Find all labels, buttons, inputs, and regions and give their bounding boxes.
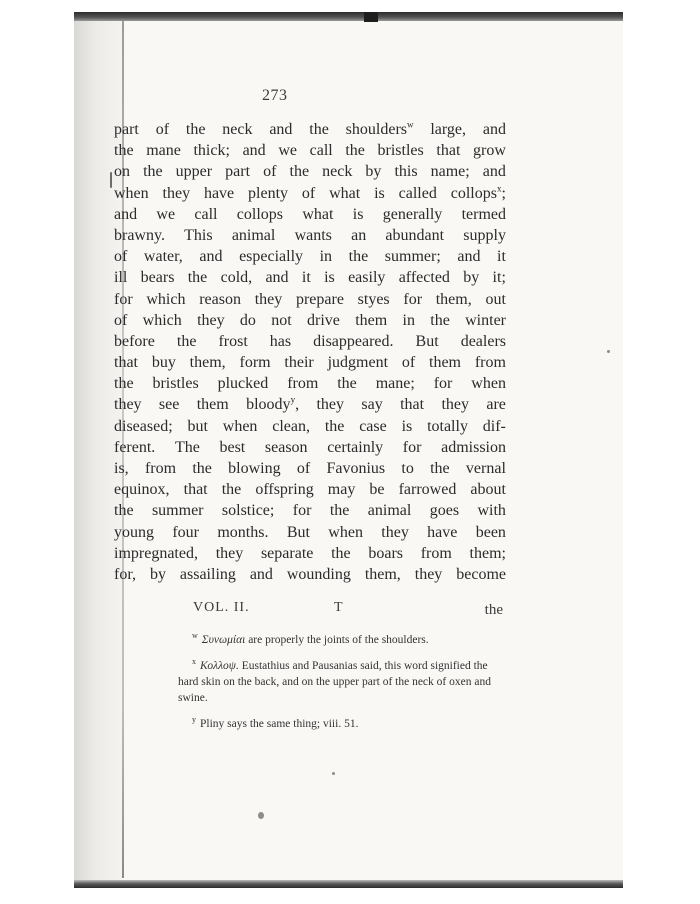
word: mane; (375, 375, 415, 393)
word: summer; (384, 248, 441, 266)
word: is (401, 417, 413, 435)
word: and (199, 248, 223, 266)
word: part (114, 121, 139, 138)
word: admission (441, 438, 506, 456)
word: and (482, 163, 506, 181)
word: are (486, 396, 506, 414)
greek-term: Κολλοψ. (200, 659, 242, 672)
word: the (345, 142, 365, 160)
word: disappeared. (313, 332, 394, 350)
word: dif- (482, 417, 506, 435)
word: may (327, 481, 356, 499)
text-line (114, 140, 506, 161)
word: for (433, 375, 453, 393)
text-line (114, 522, 506, 543)
word: case (359, 417, 387, 435)
word: them; (469, 544, 506, 562)
word: by (149, 565, 166, 583)
word: the (143, 163, 163, 181)
word: cold, (220, 269, 253, 287)
word: Favonius (326, 460, 386, 477)
word: them, (189, 354, 226, 372)
word: generally (382, 205, 443, 223)
word: neck (222, 121, 253, 138)
word: they (441, 396, 469, 414)
word: wants (294, 226, 332, 244)
word: the (329, 502, 350, 520)
word: before (114, 332, 155, 350)
word: they (316, 396, 344, 414)
word: animal (367, 502, 412, 520)
word: the (430, 460, 450, 477)
word: them (196, 396, 229, 414)
word: from (474, 354, 506, 372)
word: them, (435, 290, 472, 308)
page-number: 273 (262, 87, 288, 104)
word: animal (231, 226, 276, 244)
word: frost (218, 332, 248, 350)
text-line (114, 416, 506, 437)
word: blowing (228, 460, 281, 477)
word: But (286, 523, 310, 541)
word: do (239, 311, 256, 329)
scan-bottom-edge (74, 880, 623, 888)
word: and (482, 121, 506, 138)
word: see (158, 396, 180, 414)
word: for (114, 290, 133, 308)
word: upper (175, 163, 213, 181)
footnote-ref: w (407, 119, 414, 130)
footnote-marker: y (192, 714, 196, 724)
word: from (144, 460, 177, 477)
word: buy (151, 354, 176, 372)
word: their (284, 354, 314, 372)
word: from (287, 375, 319, 393)
word: impregnated, (114, 544, 198, 562)
word: about (470, 481, 506, 499)
word: This (184, 226, 213, 244)
text-line (114, 161, 506, 182)
text-line (114, 543, 506, 564)
word: totally (427, 417, 468, 435)
word: is (374, 184, 385, 202)
word: call (309, 142, 333, 160)
text-line (114, 500, 506, 521)
word: the (324, 417, 345, 435)
footnote-ref: x (496, 183, 502, 194)
footnotes (178, 628, 508, 737)
word: it (301, 269, 311, 287)
word: by (463, 269, 480, 287)
word: the (114, 142, 134, 160)
word: mane (146, 142, 181, 160)
word: and (249, 565, 273, 583)
word: the (309, 121, 329, 138)
word: neck (322, 163, 353, 181)
word: the (187, 269, 208, 287)
word: the (192, 460, 212, 477)
word: not (271, 311, 292, 329)
word: young (114, 523, 154, 541)
text-line (114, 352, 506, 373)
word: large, (430, 121, 467, 138)
word: that (436, 142, 461, 160)
word: in (402, 311, 415, 329)
footnote-text: are properly the joints of the shoulders. (248, 633, 429, 646)
word: the (289, 163, 310, 181)
signature-mark: T (334, 600, 343, 615)
volume-label: VOL. II. (193, 600, 250, 615)
text-line (114, 204, 506, 225)
ink-speck (258, 812, 264, 819)
page-footer (193, 600, 503, 622)
footnote (178, 654, 508, 706)
word: called (398, 184, 437, 202)
footnote (178, 628, 508, 648)
word: which (142, 311, 182, 329)
word: offspring (255, 481, 314, 499)
word: which (146, 290, 186, 308)
text-line (114, 437, 506, 458)
word: grow (473, 142, 506, 160)
footnote-text: Eustathius and Pausanias said, this word signified the hard skin on the back, and on the upper part of the neck of oxen and swine. (178, 659, 491, 704)
word: that (114, 354, 138, 372)
word: four (172, 523, 199, 541)
text-line (114, 458, 506, 479)
word: thick; (193, 142, 230, 160)
word: and (457, 248, 481, 266)
word: of (263, 163, 277, 181)
word: vernal (465, 460, 506, 477)
word: name; (430, 163, 470, 181)
word: ferent. (114, 438, 156, 456)
word: form (239, 354, 271, 372)
margin-mark (110, 172, 112, 188)
word: assailing (179, 565, 236, 583)
word: of (114, 248, 128, 266)
word: that (400, 396, 425, 414)
word: the (114, 502, 134, 520)
word: the (221, 481, 242, 499)
word: bears (140, 269, 175, 287)
word: them, (364, 565, 401, 583)
word: by (365, 163, 382, 181)
word: have (203, 184, 235, 202)
word: they (162, 184, 191, 202)
word: they (414, 565, 443, 583)
text-line (114, 246, 506, 267)
text-line (114, 310, 506, 331)
word: the (114, 375, 134, 393)
word: but (187, 417, 208, 435)
word: plucked (217, 375, 269, 393)
word: ill (114, 269, 128, 287)
word: and (114, 205, 138, 223)
text-line (114, 394, 506, 415)
word: and (242, 142, 266, 160)
word: is, (114, 460, 129, 477)
word: season (264, 438, 308, 456)
word: boars (368, 544, 403, 562)
word: call (194, 205, 218, 223)
word: wounding (286, 565, 351, 583)
word: goes (429, 502, 460, 520)
text-line (114, 119, 506, 140)
word: best (219, 438, 246, 456)
word: collops$^x$; (450, 183, 506, 202)
word: and (265, 269, 289, 287)
ink-speck (607, 350, 610, 353)
word: styes (357, 290, 390, 308)
word: they (215, 544, 244, 562)
word: termed (461, 205, 506, 223)
word: judgment (327, 354, 389, 372)
footnote-text: Pliny says the same thing; viii. 51. (200, 717, 359, 730)
word: and (269, 121, 293, 138)
word: supply (463, 226, 506, 244)
word: bloody$^y$, (246, 395, 300, 414)
word: drive (307, 311, 340, 329)
word: months. (217, 523, 269, 541)
word: them (355, 311, 388, 329)
text-line (114, 479, 506, 500)
word: part (225, 163, 251, 181)
text-line (114, 373, 506, 394)
word: But (415, 332, 439, 350)
word: this (394, 163, 418, 181)
word: dealers (460, 332, 506, 350)
word: they (114, 396, 142, 414)
word: out (485, 290, 506, 308)
word: The (174, 438, 200, 456)
text-line (114, 225, 506, 246)
word: winter (465, 311, 506, 329)
word: of (401, 354, 416, 372)
word: for, (114, 565, 137, 583)
word: an (351, 226, 367, 244)
scan-top-edge (74, 12, 623, 21)
word: with (477, 502, 506, 520)
text-line (114, 289, 506, 310)
word: them (429, 354, 461, 372)
word: the (176, 332, 197, 350)
body-text (114, 119, 506, 585)
word: of (155, 121, 170, 138)
footnote-marker: x (192, 656, 196, 666)
word: be (369, 481, 385, 499)
word: diseased; (114, 417, 173, 435)
word: bristles (152, 375, 199, 393)
word: have (427, 523, 458, 541)
word: from (420, 544, 452, 562)
word: the (348, 248, 369, 266)
word: what (302, 205, 334, 223)
word: they (381, 523, 409, 541)
text-line (114, 331, 506, 352)
word: the (430, 311, 450, 329)
word: that (183, 481, 208, 499)
word: when (471, 375, 506, 393)
ink-speck (332, 772, 335, 775)
word: become (456, 565, 506, 583)
word: it (497, 248, 506, 266)
word: they (254, 290, 283, 308)
word: the (185, 121, 206, 138)
text-line (114, 564, 506, 585)
word: on (114, 163, 130, 181)
word: the (331, 544, 351, 562)
greek-term: Συνωμίαι (201, 633, 249, 646)
word: easily (348, 269, 386, 287)
word: is (352, 205, 364, 223)
word: equinox, (114, 481, 170, 499)
text-line (114, 267, 506, 288)
word: of (114, 311, 128, 329)
word: collops (236, 205, 284, 223)
word: prepare (295, 290, 344, 308)
word: to (401, 460, 414, 477)
word: shoulders$^w$ (345, 119, 414, 138)
word: in (319, 248, 333, 266)
word: we (156, 205, 176, 223)
word: when (328, 523, 363, 541)
word: say (361, 396, 383, 414)
word: has (269, 332, 292, 350)
word: of (301, 184, 316, 202)
footnote-marker: w (192, 631, 198, 640)
word: water, (143, 248, 183, 266)
word: separate (260, 544, 314, 562)
footnote-ref: y (290, 395, 296, 406)
word: summer (151, 502, 204, 520)
word: been (475, 523, 506, 541)
word: brawny. (114, 226, 165, 244)
word: affected (398, 269, 450, 287)
footnote (178, 712, 508, 732)
word: is (324, 269, 335, 287)
word: for (402, 438, 422, 456)
word: especially (239, 248, 304, 266)
word: they (197, 311, 225, 329)
word: what (329, 184, 361, 202)
word: when (114, 184, 149, 202)
word: clean, (272, 417, 310, 435)
word: for (403, 290, 423, 308)
word: the (337, 375, 357, 393)
word: solstice; (221, 502, 275, 520)
word: reason (199, 290, 241, 308)
word: when (222, 417, 258, 435)
word: it; (492, 269, 506, 287)
word: abundant (385, 226, 445, 244)
text-line (114, 183, 506, 204)
word: certainly (327, 438, 384, 456)
word: bristles (377, 142, 424, 160)
catchword: the (484, 602, 503, 618)
word: of (296, 460, 311, 477)
word: plenty (248, 184, 289, 202)
word: for (292, 502, 312, 520)
word: we (278, 142, 297, 160)
word: farrowed (398, 481, 457, 499)
